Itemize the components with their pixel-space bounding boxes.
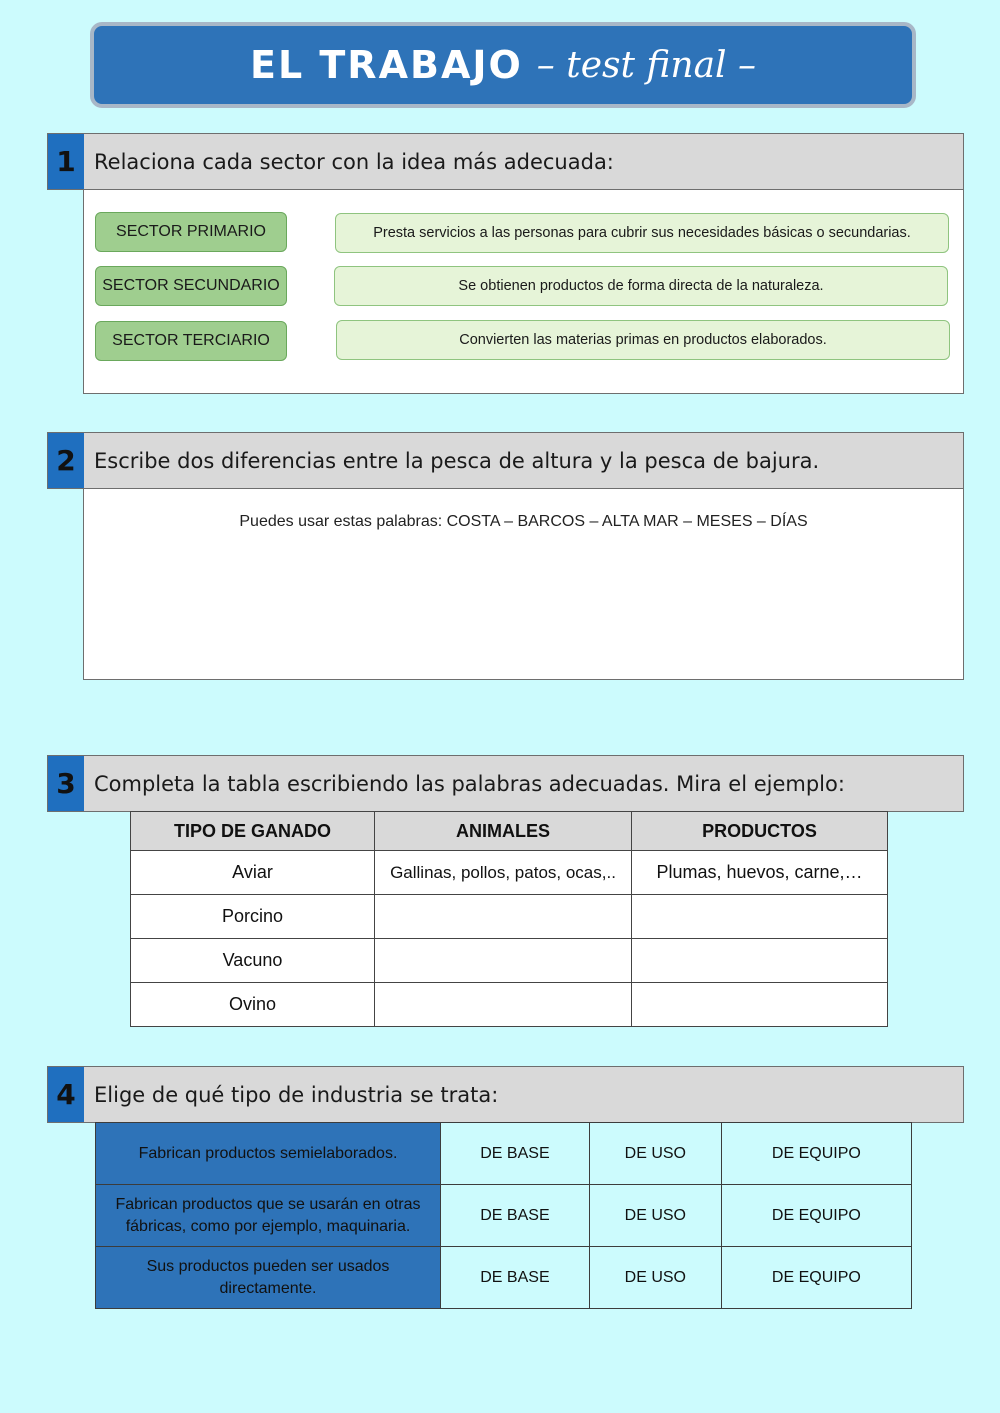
industry-row <box>96 1185 912 1247</box>
title-banner <box>90 22 916 108</box>
animals-input[interactable] <box>375 895 632 939</box>
sector-primario-chip[interactable]: SECTOR PRIMARIO <box>95 212 287 252</box>
livestock-type: Porcino <box>131 895 375 939</box>
products-input[interactable] <box>632 939 888 983</box>
industry-row <box>96 1247 912 1309</box>
livestock-type: Vacuno <box>131 939 375 983</box>
section-3-header <box>47 755 964 812</box>
option-de-base[interactable]: DE BASE <box>441 1123 590 1185</box>
industry-question: Fabrican productos semielaborados. <box>96 1123 441 1185</box>
sector-secundario-chip[interactable]: SECTOR SECUNDARIO <box>95 266 287 306</box>
section-1-number: 1 <box>48 134 84 189</box>
idea-drop-target-1[interactable]: Presta servicios a las personas para cubrir sus necesidades básicas o secundarias. <box>335 213 949 253</box>
page-title: EL TRABAJO <box>249 43 523 87</box>
option-de-equipo[interactable]: DE EQUIPO <box>721 1247 911 1309</box>
animals-cell: Gallinas, pollos, patos, ocas,.. <box>375 851 632 895</box>
section-2-answer-box[interactable] <box>83 489 964 680</box>
livestock-table <box>130 811 888 1027</box>
section-4-header <box>47 1066 964 1123</box>
table-row <box>131 983 888 1027</box>
column-header: PRODUCTOS <box>632 812 888 851</box>
industry-question: Sus productos pueden ser usados directamente. <box>96 1247 441 1309</box>
products-cell: Plumas, huevos, carne,… <box>632 851 888 895</box>
section-1-box <box>83 190 964 394</box>
products-input[interactable] <box>632 983 888 1027</box>
option-de-equipo[interactable]: DE EQUIPO <box>721 1185 911 1247</box>
column-header: ANIMALES <box>375 812 632 851</box>
option-de-equipo[interactable]: DE EQUIPO <box>721 1123 911 1185</box>
idea-drop-target-2[interactable]: Se obtienen productos de forma directa de la naturaleza. <box>334 266 948 306</box>
animals-input[interactable] <box>375 939 632 983</box>
livestock-type: Aviar <box>131 851 375 895</box>
word-hint: Puedes usar estas palabras: COSTA – BARCOS – ALTA MAR – MESES – DÍAS <box>239 513 808 530</box>
table-row <box>131 851 888 895</box>
section-4-instruction: Elige de qué tipo de industria se trata: <box>94 1082 499 1107</box>
section-1-header <box>47 133 964 190</box>
option-de-base[interactable]: DE BASE <box>441 1247 590 1309</box>
livestock-type: Ovino <box>131 983 375 1027</box>
table-header-row <box>131 812 888 851</box>
section-4-number: 4 <box>48 1067 84 1122</box>
section-1-instruction: Relaciona cada sector con la idea más adecuada: <box>94 149 614 174</box>
section-3-instruction: Completa la tabla escribiendo las palabras adecuadas. Mira el ejemplo: <box>94 771 845 796</box>
idea-drop-target-3[interactable]: Convierten las materias primas en productos elaborados. <box>336 320 950 360</box>
animals-input[interactable] <box>375 983 632 1027</box>
products-input[interactable] <box>632 895 888 939</box>
section-3-number: 3 <box>48 756 84 811</box>
section-2-number: 2 <box>48 433 84 488</box>
option-de-uso[interactable]: DE USO <box>589 1247 721 1309</box>
industry-table <box>95 1122 912 1309</box>
column-header: TIPO DE GANADO <box>131 812 375 851</box>
industry-question: Fabrican productos que se usarán en otras fábricas, como por ejemplo, maquinaria. <box>96 1185 441 1247</box>
industry-row <box>96 1123 912 1185</box>
option-de-base[interactable]: DE BASE <box>441 1185 590 1247</box>
option-de-uso[interactable]: DE USO <box>589 1185 721 1247</box>
sector-terciario-chip[interactable]: SECTOR TERCIARIO <box>95 321 287 361</box>
table-row <box>131 895 888 939</box>
option-de-uso[interactable]: DE USO <box>589 1123 721 1185</box>
section-2-instruction: Escribe dos diferencias entre la pesca de altura y la pesca de bajura. <box>94 448 820 473</box>
table-row <box>131 939 888 983</box>
section-2-header <box>47 432 964 489</box>
page-subtitle: – test final – <box>536 44 757 86</box>
